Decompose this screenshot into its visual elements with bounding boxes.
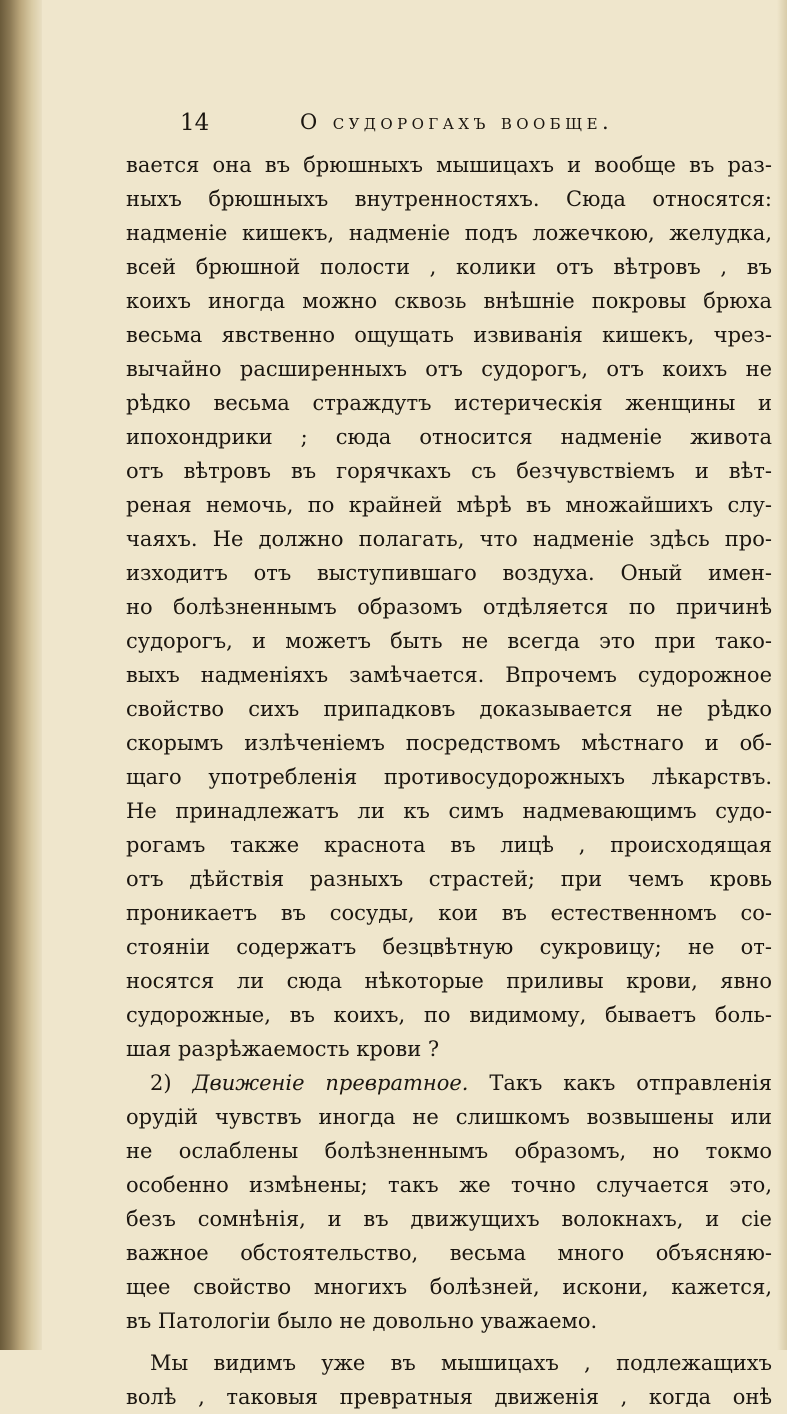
running-title: О судорогахъ вообще. — [300, 110, 614, 134]
text-line — [126, 556, 772, 590]
line-text: безъ сомнѣнія, и въ движущихъ волокнахъ, и сіе — [126, 1207, 772, 1231]
line-text: Такъ какъ отправленія — [468, 1071, 772, 1095]
text-line — [126, 1032, 772, 1066]
text-line — [126, 998, 772, 1032]
text-line — [126, 488, 772, 522]
text-line — [126, 148, 772, 182]
text-line — [126, 1380, 772, 1414]
line-text: реная немочь, по крайней мѣрѣ въ множайшихъ слу- — [126, 493, 772, 517]
text-line — [126, 930, 772, 964]
line-text: рогамъ также краснота въ лицѣ , происходящая — [126, 833, 772, 857]
line-text: проникаетъ въ сосуды, кои въ естественномъ со- — [126, 901, 772, 925]
text-line — [126, 386, 772, 420]
text-line — [126, 250, 772, 284]
line-text: вычайно расширенныхъ отъ судорогъ, отъ коихъ не — [126, 357, 772, 381]
text-line — [126, 794, 772, 828]
text-line — [126, 658, 772, 692]
text-line — [126, 1100, 772, 1134]
line-text: волѣ , таковыя превратныя движенія , когда онѣ — [126, 1385, 772, 1409]
line-text: всей брюшной полости , колики отъ вѣтровъ , въ — [126, 255, 772, 279]
text-line — [126, 1270, 772, 1304]
line-text: надменіе кишекъ, надменіе подъ ложечкою, желудка, — [126, 221, 772, 245]
text-line — [126, 828, 772, 862]
page-edge — [777, 0, 787, 1350]
line-text: скорымъ излѣченіемъ посредствомъ мѣстнаго и об- — [126, 731, 772, 755]
text-line — [126, 726, 772, 760]
text-line — [126, 182, 772, 216]
text-line — [126, 284, 772, 318]
text-line — [126, 1202, 772, 1236]
section-heading: Движеніе превратное. — [192, 1071, 469, 1095]
text-line — [126, 352, 772, 386]
line-text: судорожные, въ коихъ, по видимому, бываетъ боль- — [126, 1003, 772, 1027]
text-line — [126, 1236, 772, 1270]
text-line — [126, 1346, 772, 1380]
line-text: ипохондрики ; сюда относится надменіе живота — [126, 425, 772, 449]
text-line — [126, 624, 772, 658]
body-text — [126, 148, 772, 1414]
text-line — [126, 896, 772, 930]
line-text: изходитъ отъ выступившаго воздуха. Оный имен- — [126, 561, 772, 585]
text-line — [126, 692, 772, 726]
page-number: 14 — [180, 110, 210, 136]
text-line — [126, 964, 772, 998]
running-head — [180, 110, 770, 140]
line-text: судорогъ, и можетъ быть не всегда это при тако- — [126, 629, 772, 653]
line-text: выхъ надменіяхъ замѣчается. Впрочемъ судорожное — [126, 663, 772, 687]
line-text: весьма явственно ощущать извиванія кишекъ, чрез- — [126, 323, 772, 347]
line-text: вается она въ брюшныхъ мышицахъ и вообще въ раз- — [126, 153, 772, 177]
line-text: чаяхъ. Не должно полагать, что надменіе здѣсь про- — [126, 527, 772, 551]
text-line — [126, 1134, 772, 1168]
line-text: важное обстоятельство, весьма много объясняю- — [126, 1241, 772, 1265]
text-line — [126, 862, 772, 896]
line-text: щее свойство многихъ болѣзней, искони, кажется, — [126, 1275, 772, 1299]
line-text: Не принадлежатъ ли къ симъ надмевающимъ судо- — [126, 799, 772, 823]
text-line — [126, 318, 772, 352]
text-line — [126, 1066, 772, 1100]
text-line — [126, 1168, 772, 1202]
line-text: носятся ли сюда нѣкоторые приливы крови, явно — [126, 969, 772, 993]
text-line — [126, 590, 772, 624]
line-text: свойство сихъ припадковъ доказывается не рѣдко — [126, 697, 772, 721]
text-line — [126, 760, 772, 794]
list-number: 2) — [150, 1071, 193, 1095]
line-text: въ Патологіи было не довольно уважаемо. — [126, 1309, 598, 1333]
text-line — [126, 216, 772, 250]
line-text: ныхъ брюшныхъ внутренностяхъ. Сюда относятся: — [126, 187, 772, 211]
line-text: особенно измѣнены; такъ же точно случается это, — [126, 1173, 772, 1197]
line-text: Мы видимъ уже въ мышицахъ , подлежащихъ — [150, 1351, 772, 1375]
line-text: не ослаблены болѣзненнымъ образомъ, но токмо — [126, 1139, 772, 1163]
line-text: отъ вѣтровъ въ горячкахъ съ безчувствіемъ и вѣт- — [126, 459, 772, 483]
line-text: щаго употребленія противосудорожныхъ лѣкарствъ. — [126, 765, 772, 789]
text-line — [126, 420, 772, 454]
line-text: но болѣзненнымъ образомъ отдѣляется по причинѣ — [126, 595, 772, 619]
line-text: орудій чувствъ иногда не слишкомъ возвышены или — [126, 1105, 772, 1129]
line-text: отъ дѣйствія разныхъ страстей; при чемъ кровь — [126, 867, 772, 891]
text-line — [126, 522, 772, 556]
line-text: коихъ иногда можно сквозь внѣшніе покровы брюха — [126, 289, 772, 313]
line-text: шая разрѣжаемость крови ? — [126, 1037, 440, 1061]
text-line — [126, 1304, 772, 1338]
book-spine-shadow — [0, 0, 42, 1350]
line-text: рѣдко весьма страждутъ истерическія женщины и — [126, 391, 772, 415]
line-text: стояніи содержатъ безцвѣтную сукровицу; не от- — [126, 935, 772, 959]
text-line — [126, 454, 772, 488]
